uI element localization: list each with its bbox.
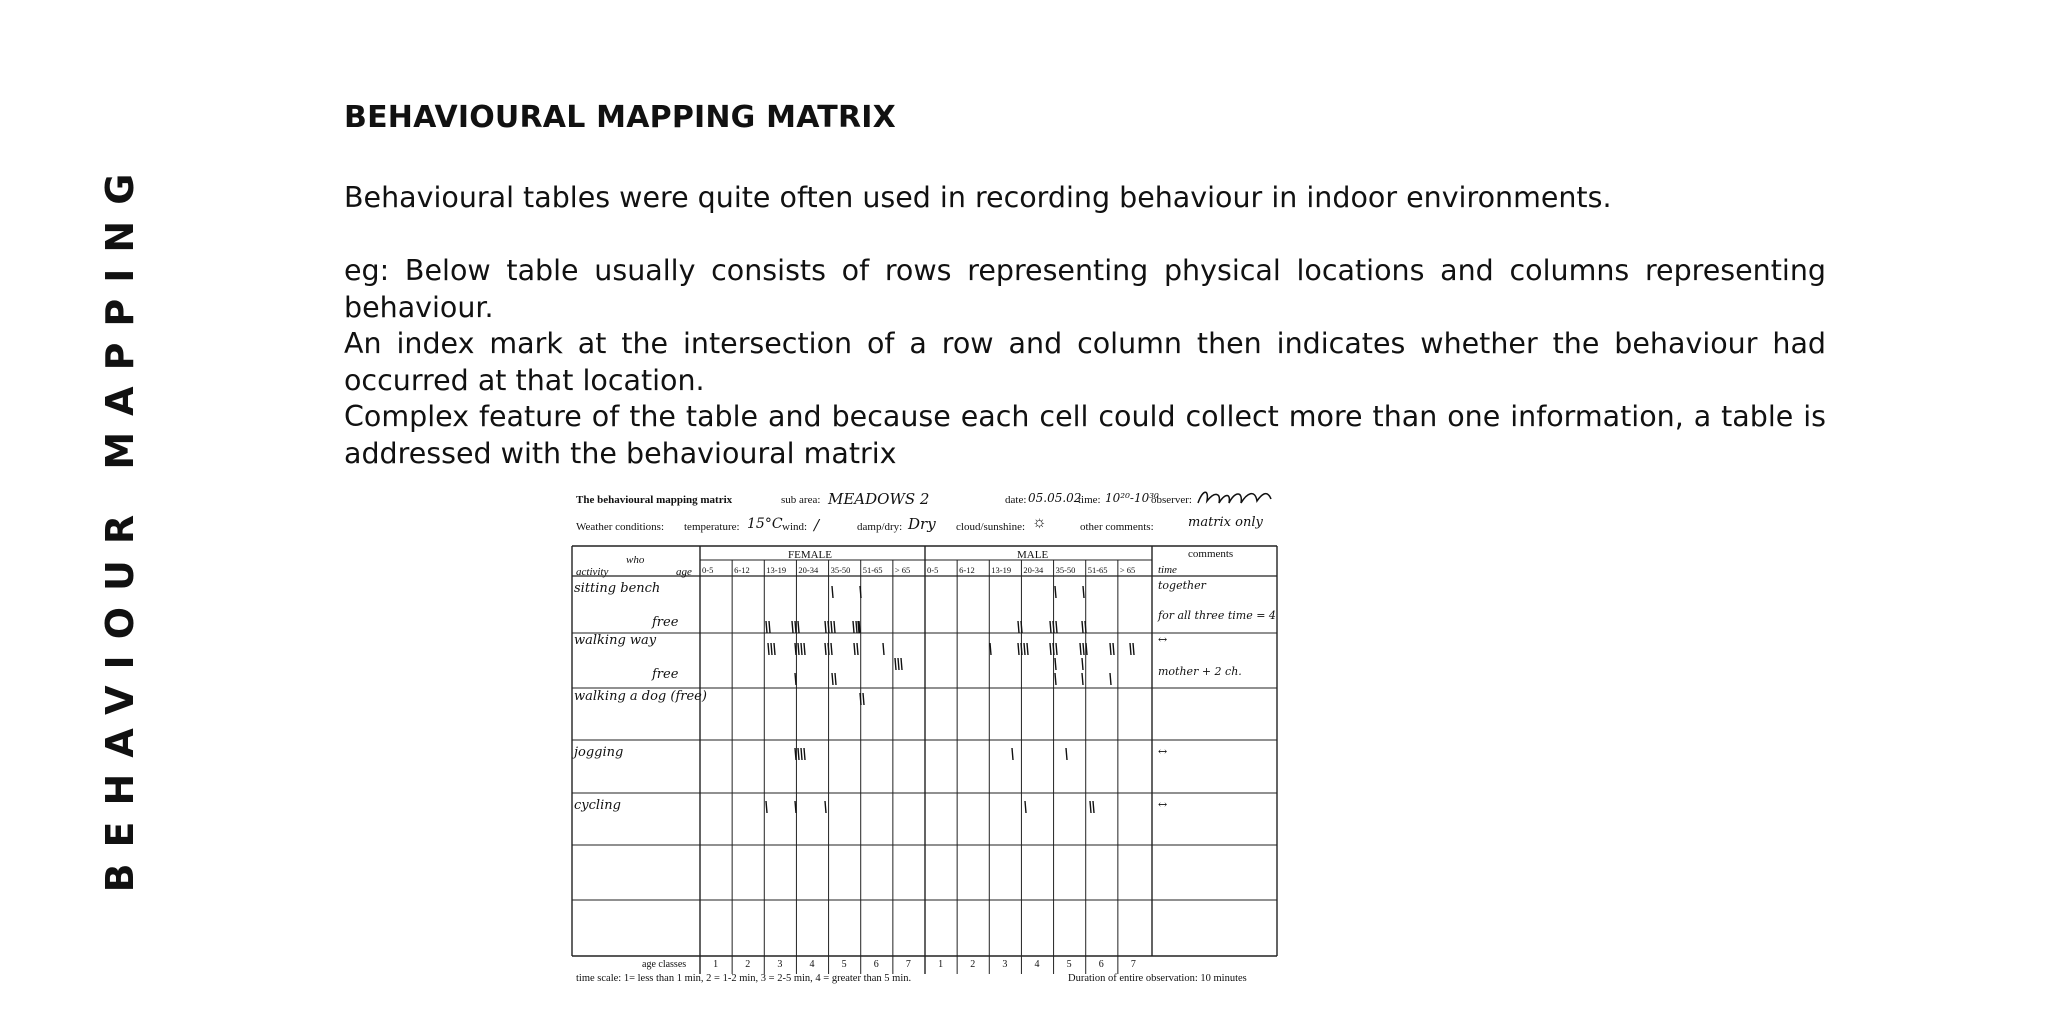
tally-mark: [1050, 643, 1051, 655]
tally-mark: [804, 748, 805, 760]
comment-entry: ↔: [1158, 745, 1168, 758]
time-column-label: time: [1158, 564, 1177, 576]
tally-mark: [766, 621, 767, 633]
tally-mark: [883, 643, 884, 655]
tally-mark: [898, 658, 899, 670]
tally-mark: [774, 643, 775, 655]
tally-mark: [1110, 673, 1111, 685]
date-value: 05.05.02: [1028, 491, 1082, 505]
tally-mark: [831, 621, 832, 633]
tally-mark: [990, 643, 991, 655]
tally-mark: [854, 643, 855, 655]
date-label: date:: [1005, 494, 1027, 506]
damp-value: Dry: [908, 515, 936, 533]
page-title: BEHAVIOURAL MAPPING MATRIX: [344, 100, 896, 135]
tally-mark: [834, 621, 835, 633]
tally-mark: [771, 643, 772, 655]
tally-mark: [1018, 643, 1019, 655]
activity-label: walking a dog (free): [574, 689, 707, 704]
tally-mark: [795, 621, 796, 633]
tally-mark: [795, 673, 796, 685]
tally-mark: [1090, 801, 1091, 813]
tally-mark: [1056, 643, 1057, 655]
age-class-number: 5: [841, 959, 847, 970]
tally-mark: [857, 643, 858, 655]
age-class-number: 7: [905, 959, 911, 970]
tally-mark: [798, 621, 799, 633]
tally-mark: [863, 693, 864, 705]
age-class-number: 4: [809, 959, 815, 970]
tally-mark: [853, 621, 854, 633]
tally-mark: [1133, 643, 1134, 655]
tally-mark: [1130, 643, 1131, 655]
intro-paragraph: Behavioural tables were quite often used in recording behaviour in indoor environments.: [344, 181, 1612, 214]
temperature-label: temperature:: [684, 521, 740, 533]
tally-mark: [1056, 621, 1057, 633]
tally-mark: [1113, 643, 1114, 655]
activity-label: free: [652, 615, 679, 630]
age-group-head: 13-19: [766, 565, 787, 575]
activity-label: sitting bench: [574, 581, 661, 596]
tally-mark: [1086, 643, 1087, 655]
tally-mark: [1055, 673, 1056, 685]
age-class-number: 6: [1098, 959, 1104, 970]
tally-mark: [795, 801, 796, 813]
tally-mark: [825, 801, 826, 813]
other-comments-label: other comments:: [1080, 521, 1154, 533]
tally-mark: [825, 643, 826, 655]
tally-mark: [895, 658, 896, 670]
observer-signature: [1195, 485, 1275, 509]
age-group-head: 0-5: [702, 565, 714, 575]
tally-mark: [801, 643, 802, 655]
activity-label: walking way: [574, 633, 657, 648]
tally-mark: [1082, 673, 1083, 685]
other-comments-value: matrix only: [1188, 515, 1263, 530]
comments-header: comments: [1188, 548, 1234, 560]
age-group-head: 6-12: [959, 565, 975, 575]
age-group-head: 13-19: [991, 565, 1012, 575]
age-group-head: > 65: [894, 565, 911, 575]
side-title: BEHAVIOUR MAPPING: [98, 157, 142, 893]
female-header: FEMALE: [788, 549, 832, 561]
age-class-number: 7: [1130, 959, 1136, 970]
tally-mark: [1083, 586, 1084, 598]
tally-mark: [832, 586, 833, 598]
age-group-head: 51-65: [862, 565, 883, 575]
male-header: MALE: [1017, 549, 1049, 561]
example-paragraph: eg: Below table usually consists of rows representing physical locations and columns representing behaviour.: [344, 254, 1826, 324]
comment-entry: for all three time = 4: [1158, 609, 1276, 622]
age-class-number: 2: [970, 959, 976, 970]
tally-mark: [831, 643, 832, 655]
tally-mark: [804, 643, 805, 655]
tally-mark: [1053, 643, 1054, 655]
weather-label: Weather conditions:: [576, 521, 665, 533]
tally-mark: [1055, 586, 1056, 598]
wind-value: /: [814, 516, 820, 534]
tally-mark: [795, 748, 796, 760]
tally-mark: [1066, 748, 1067, 760]
tally-mark: [798, 643, 799, 655]
age-class-number: 1: [713, 959, 719, 970]
tally-mark: [1021, 643, 1022, 655]
comment-entry: ↔: [1158, 633, 1168, 646]
temperature-value: 15°C: [747, 516, 783, 532]
tally-mark: [795, 643, 796, 655]
age-class-number: 6: [873, 959, 879, 970]
tally-mark: [1021, 621, 1022, 633]
sub-area-label: sub area:: [781, 494, 821, 506]
tally-mark: [792, 621, 793, 633]
tally-mark: [1080, 643, 1081, 655]
age-class-number: 1: [938, 959, 944, 970]
tally-mark: [901, 658, 902, 670]
tally-mark: [832, 673, 833, 685]
tally-mark: [766, 801, 767, 813]
age-group-head: 20-34: [1023, 565, 1044, 575]
time-scale-note: time scale: 1= less than 1 min, 2 = 1-2 min, 3 = 2-5 min, 4 = greater than 5 min.: [576, 973, 912, 984]
tally-mark: [1093, 801, 1094, 813]
age-class-number: 4: [1034, 959, 1040, 970]
tally-mark: [860, 693, 861, 705]
age-class-number: 2: [745, 959, 751, 970]
age-class-number: 5: [1066, 959, 1072, 970]
sub-area-value: MEADOWS 2: [828, 490, 930, 508]
time-value: 10²⁰-10³⁰: [1105, 491, 1159, 505]
comment-entry: ↔: [1158, 798, 1168, 811]
tally-mark: [768, 643, 769, 655]
description-block: [344, 253, 1826, 472]
comment-entry: together: [1158, 579, 1206, 592]
damp-label: damp/dry:: [857, 521, 903, 533]
tally-mark: [1085, 621, 1086, 633]
age-label: age: [676, 566, 692, 578]
matrix-paragraph: Complex feature of the table and because each cell could collect more than one information, a table is addressed with the behavioural matrix: [344, 400, 1826, 470]
tally-mark: [1050, 621, 1051, 633]
observer-label: observer:: [1151, 494, 1192, 506]
activity-label: cycling: [574, 798, 621, 813]
age-group-head: 35-50: [1055, 565, 1076, 575]
tally-mark: [1083, 643, 1084, 655]
wind-label: wind:: [782, 521, 808, 533]
activity-label: activity: [576, 566, 609, 578]
tally-mark: [860, 586, 861, 598]
tally-mark: [1018, 621, 1019, 633]
tally-mark: [1055, 658, 1056, 670]
age-group-head: 0-5: [927, 565, 939, 575]
age-group-head: 6-12: [734, 565, 750, 575]
tally-mark: [801, 748, 802, 760]
tally-mark: [769, 621, 770, 633]
tally-mark: [1053, 621, 1054, 633]
matrix-heading: The behavioural mapping matrix: [576, 494, 733, 506]
duration-note: Duration of entire observation: 10 minutes: [1068, 973, 1247, 984]
tally-mark: [825, 621, 826, 633]
time-label: time:: [1078, 494, 1101, 506]
age-class-number: 3: [1002, 959, 1008, 970]
index-mark-paragraph: An index mark at the intersection of a row and column then indicates whether the behaviour had occurred at that location.: [344, 327, 1826, 397]
tally-mark: [798, 748, 799, 760]
behavioural-matrix-scan: [570, 483, 1310, 993]
age-group-head: > 65: [1119, 565, 1136, 575]
tally-mark: [1024, 643, 1025, 655]
tally-mark: [1027, 643, 1028, 655]
tally-mark: [1082, 621, 1083, 633]
cloud-label: cloud/sunshine:: [956, 521, 1026, 533]
age-group-head: 20-34: [798, 565, 819, 575]
tally-mark: [835, 673, 836, 685]
tally-mark: [1025, 801, 1026, 813]
tally-mark: [828, 643, 829, 655]
age-class-number: 3: [777, 959, 783, 970]
who-label: who: [626, 554, 645, 566]
comment-entry: mother + 2 ch.: [1158, 665, 1242, 678]
tally-mark: [856, 621, 857, 633]
activity-label: free: [652, 667, 679, 682]
age-group-head: 35-50: [830, 565, 851, 575]
tally-mark: [1110, 643, 1111, 655]
tally-mark: [1082, 658, 1083, 670]
tally-mark: [1012, 748, 1013, 760]
tally-mark: [858, 621, 859, 633]
activity-label: jogging: [574, 745, 624, 760]
age-group-head: 51-65: [1087, 565, 1108, 575]
age-classes-label: age classes: [642, 959, 687, 970]
tally-mark: [828, 621, 829, 633]
sun-icon: ☼: [1032, 514, 1047, 531]
